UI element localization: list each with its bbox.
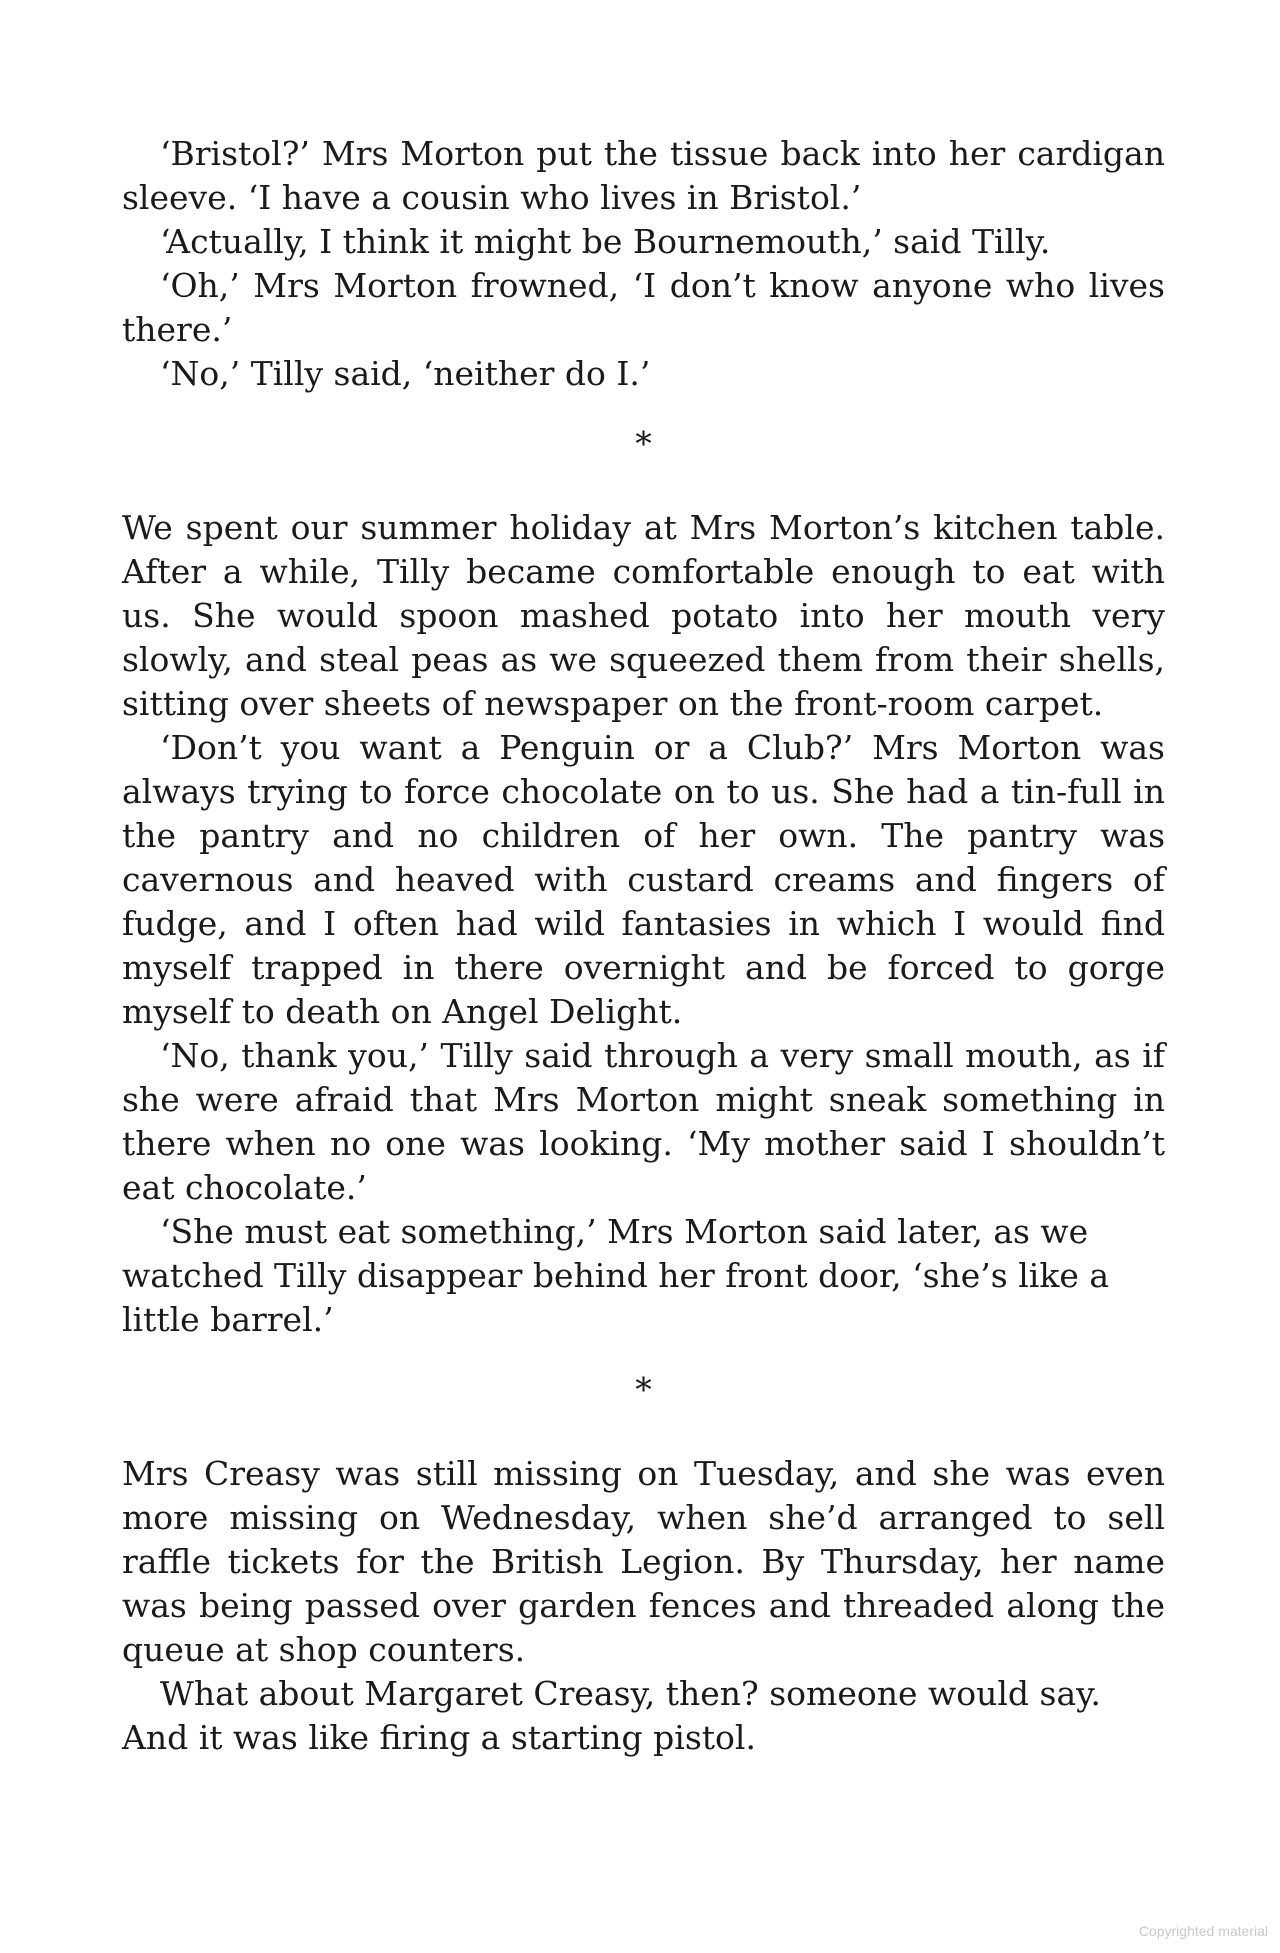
scene-break: * [635, 1370, 652, 1409]
copyright-watermark: Copyrighted material [1138, 1923, 1268, 1939]
paragraph: ‘Don’t you want a Penguin or a Club?’ Mrs Morton was always trying to force chocolate on to us. She had a tin-full in the pantry and no children of her own. The pantry was cavernous and heaved with custard creams and fingers of fudge, and I often had wild fantasies in which I would find myself trapped in there overnight and be forced to gorge myself to death on Angel Delight. [122, 728, 1165, 1031]
paragraph: ‘Bristol?’ Mrs Morton put the tissue back into her cardigan sleeve. ‘I have a cousin who lives in Bristol.’ [122, 134, 1165, 217]
paragraph: Mrs Creasy was still missing on Tuesday, and she was even more missing on Wednesday, when she’d arranged to sell raffle tickets for the British Legion. By Thursday, her name was being passed over garden fences and threaded along the queue at shop counters. [122, 1454, 1165, 1669]
paragraph: ‘She must eat something,’ Mrs Morton said later, as we watched Tilly disappear behind her front door, ‘she’s like a little barrel.’ [122, 1212, 1110, 1339]
paragraph: ‘No,’ Tilly said, ‘neither do I.’ [160, 354, 651, 393]
paragraph: We spent our summer holiday at Mrs Morton’s kitchen table. After a while, Tilly became comfortable enough to eat with us. She would spoon mashed potato into her mouth very slowly, and steal peas as we squeezed them from their shells, sitting over sheets of newspaper on the front-room carpet. [122, 508, 1165, 723]
book-page [122, 132, 1165, 1760]
paragraph: ‘No, thank you,’ Tilly said through a very small mouth, as if she were afraid that Mrs Morton might sneak something in there when no one was looking. ‘My mother said I shouldn’t eat chocolate.’ [122, 1036, 1165, 1207]
paragraph: What about Margaret Creasy, then? someone would say. And it was like firing a starting pistol. [122, 1674, 1101, 1757]
paragraph: ‘Actually, I think it might be Bournemouth,’ said Tilly. [160, 222, 1051, 261]
scene-break: * [635, 424, 652, 463]
paragraph: ‘Oh,’ Mrs Morton frowned, ‘I don’t know anyone who lives there.’ [122, 266, 1165, 349]
